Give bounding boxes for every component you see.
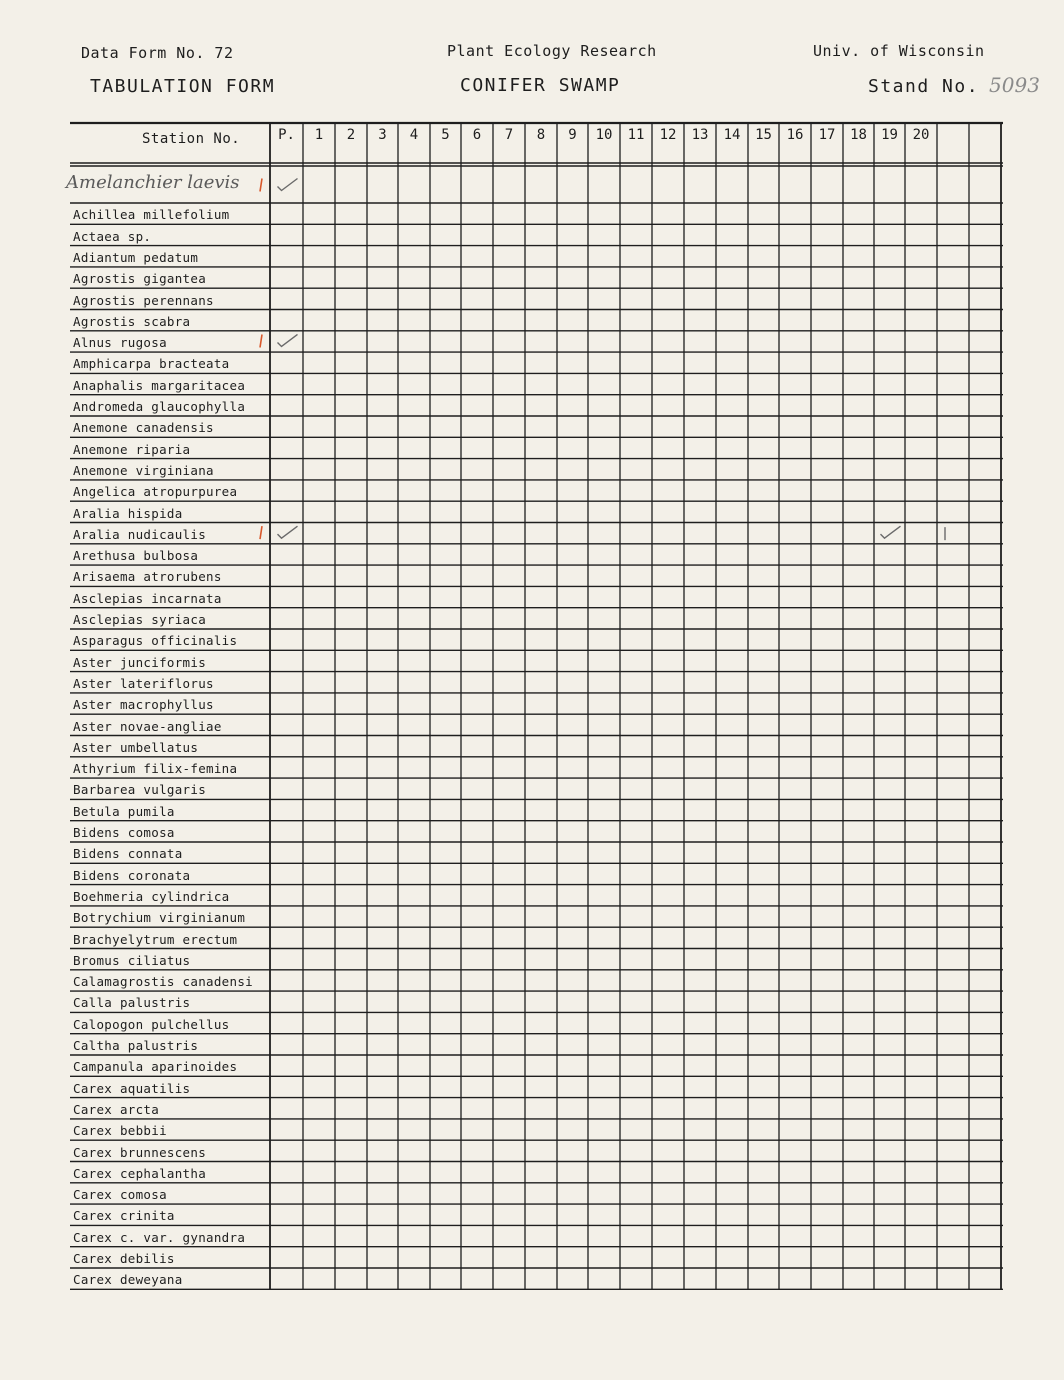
species-name: Campanula aparinoides — [73, 1059, 238, 1075]
species-name: Carex bebbii — [73, 1123, 167, 1139]
species-name: Barbarea vulgaris — [73, 782, 207, 798]
column-header: 1 — [314, 127, 324, 143]
form-number: Data Form No. 72 — [81, 44, 234, 62]
check-mark[interactable] — [881, 526, 901, 538]
column-header: 19 — [881, 127, 898, 143]
species-name: Carex crinita — [73, 1208, 175, 1224]
column-header: 15 — [755, 127, 772, 143]
check-mark[interactable] — [278, 179, 298, 191]
species-name: Achillea millefolium — [73, 207, 230, 223]
species-name: Carex cephalantha — [73, 1165, 207, 1181]
species-name: Andromeda glaucophylla — [73, 399, 246, 414]
species-name: Aster lateriflorus — [73, 675, 214, 691]
species-name: Carex arcta — [73, 1101, 160, 1117]
column-header: 5 — [441, 127, 450, 143]
species-name: Betula pumila — [73, 803, 175, 819]
column-header: 11 — [627, 127, 645, 143]
community-title: CONIFER SWAMP — [460, 75, 621, 96]
species-name: Asclepias syriaca — [73, 612, 207, 627]
species-name: Aster umbellatus — [73, 739, 199, 755]
species-name: Brachyelytrum erectum — [73, 931, 238, 947]
species-name: Calopogon pulchellus — [73, 1016, 230, 1032]
column-header: 16 — [786, 127, 804, 143]
species-name: Aster novae-angliae — [73, 718, 222, 734]
species-name: Bidens connata — [73, 846, 183, 862]
column-header: 4 — [409, 127, 419, 143]
species-name: Anemone canadensis — [73, 420, 214, 436]
column-header: 6 — [472, 127, 482, 143]
species-name: Carex c. var. gynandra — [73, 1229, 246, 1245]
column-header: 7 — [504, 127, 514, 143]
species-name: Aralia nudicaulis — [73, 526, 207, 542]
station-number-label: Station No. — [142, 131, 241, 147]
check-mark[interactable] — [278, 526, 298, 538]
species-name: Amphicarpa bracteata — [73, 356, 230, 372]
species-name: Calamagrostis canadensi — [73, 974, 253, 990]
stand-value[interactable]: 5093 — [989, 73, 1040, 97]
species-name: Asparagus officinalis — [73, 633, 238, 649]
column-header: 3 — [378, 127, 387, 143]
column-header: 12 — [659, 127, 677, 143]
column-header: 18 — [850, 127, 867, 143]
column-header: 13 — [691, 127, 709, 143]
species-name: Aralia hispida — [73, 505, 183, 521]
species-name: Bromus ciliatus — [73, 952, 191, 968]
species-name: Carex deweyana — [73, 1272, 183, 1288]
species-name: Arethusa bulbosa — [73, 548, 199, 564]
species-name: Anemone virginiana — [73, 462, 214, 478]
species-name: Carex comosa — [73, 1187, 167, 1203]
column-header: 17 — [818, 127, 836, 143]
species-name: Carex debilis — [73, 1251, 175, 1266]
species-name: Alnus rugosa — [73, 335, 167, 351]
species-name: Arisaema atrorubens — [73, 569, 222, 585]
species-name: Botrychium virginianum — [73, 910, 246, 926]
check-mark[interactable] — [278, 334, 298, 346]
species-name: Actaea sp. — [73, 228, 152, 244]
species-name: Agrostis gigantea — [73, 271, 207, 287]
column-header: 14 — [723, 127, 741, 143]
species-name: Calla palustris — [73, 995, 191, 1011]
species-name: Carex brunnescens — [73, 1144, 207, 1160]
species-name: Bidens comosa — [73, 825, 175, 840]
species-name: Aster macrophyllus — [73, 697, 214, 713]
column-header: 2 — [346, 127, 356, 143]
species-name: Anemone riparia — [73, 441, 191, 457]
species-name: Boehmeria cylindrica — [73, 888, 230, 904]
stand-label: Stand No. — [868, 76, 980, 97]
species-name: Adiantum pedatum — [73, 249, 199, 265]
species-name: Agrostis scabra — [73, 313, 191, 329]
species-name: Anaphalis margaritacea — [73, 377, 246, 393]
column-header: 20 — [912, 127, 930, 143]
form-title: TABULATION FORM — [90, 76, 276, 97]
species-name: Bidens coronata — [73, 867, 191, 883]
column-header: P. — [278, 127, 295, 143]
research-heading: Plant Ecology Research — [447, 42, 657, 60]
column-header: 8 — [536, 127, 546, 143]
species-name: Asclepias incarnata — [73, 590, 222, 606]
species-name: Agrostis perennans — [73, 292, 214, 308]
species-name: Carex aquatilis — [73, 1080, 191, 1096]
species-name: Angelica atropurpurea — [73, 484, 238, 500]
university-heading: Univ. of Wisconsin — [813, 42, 985, 60]
species-name: Athyrium filix-femina — [73, 761, 238, 777]
species-name: Amelanchier laevis — [66, 172, 240, 193]
column-header: 9 — [568, 127, 577, 143]
species-name: Aster junciformis — [73, 654, 207, 670]
species-name: Caltha palustris — [73, 1038, 199, 1053]
column-header: 10 — [595, 127, 613, 143]
